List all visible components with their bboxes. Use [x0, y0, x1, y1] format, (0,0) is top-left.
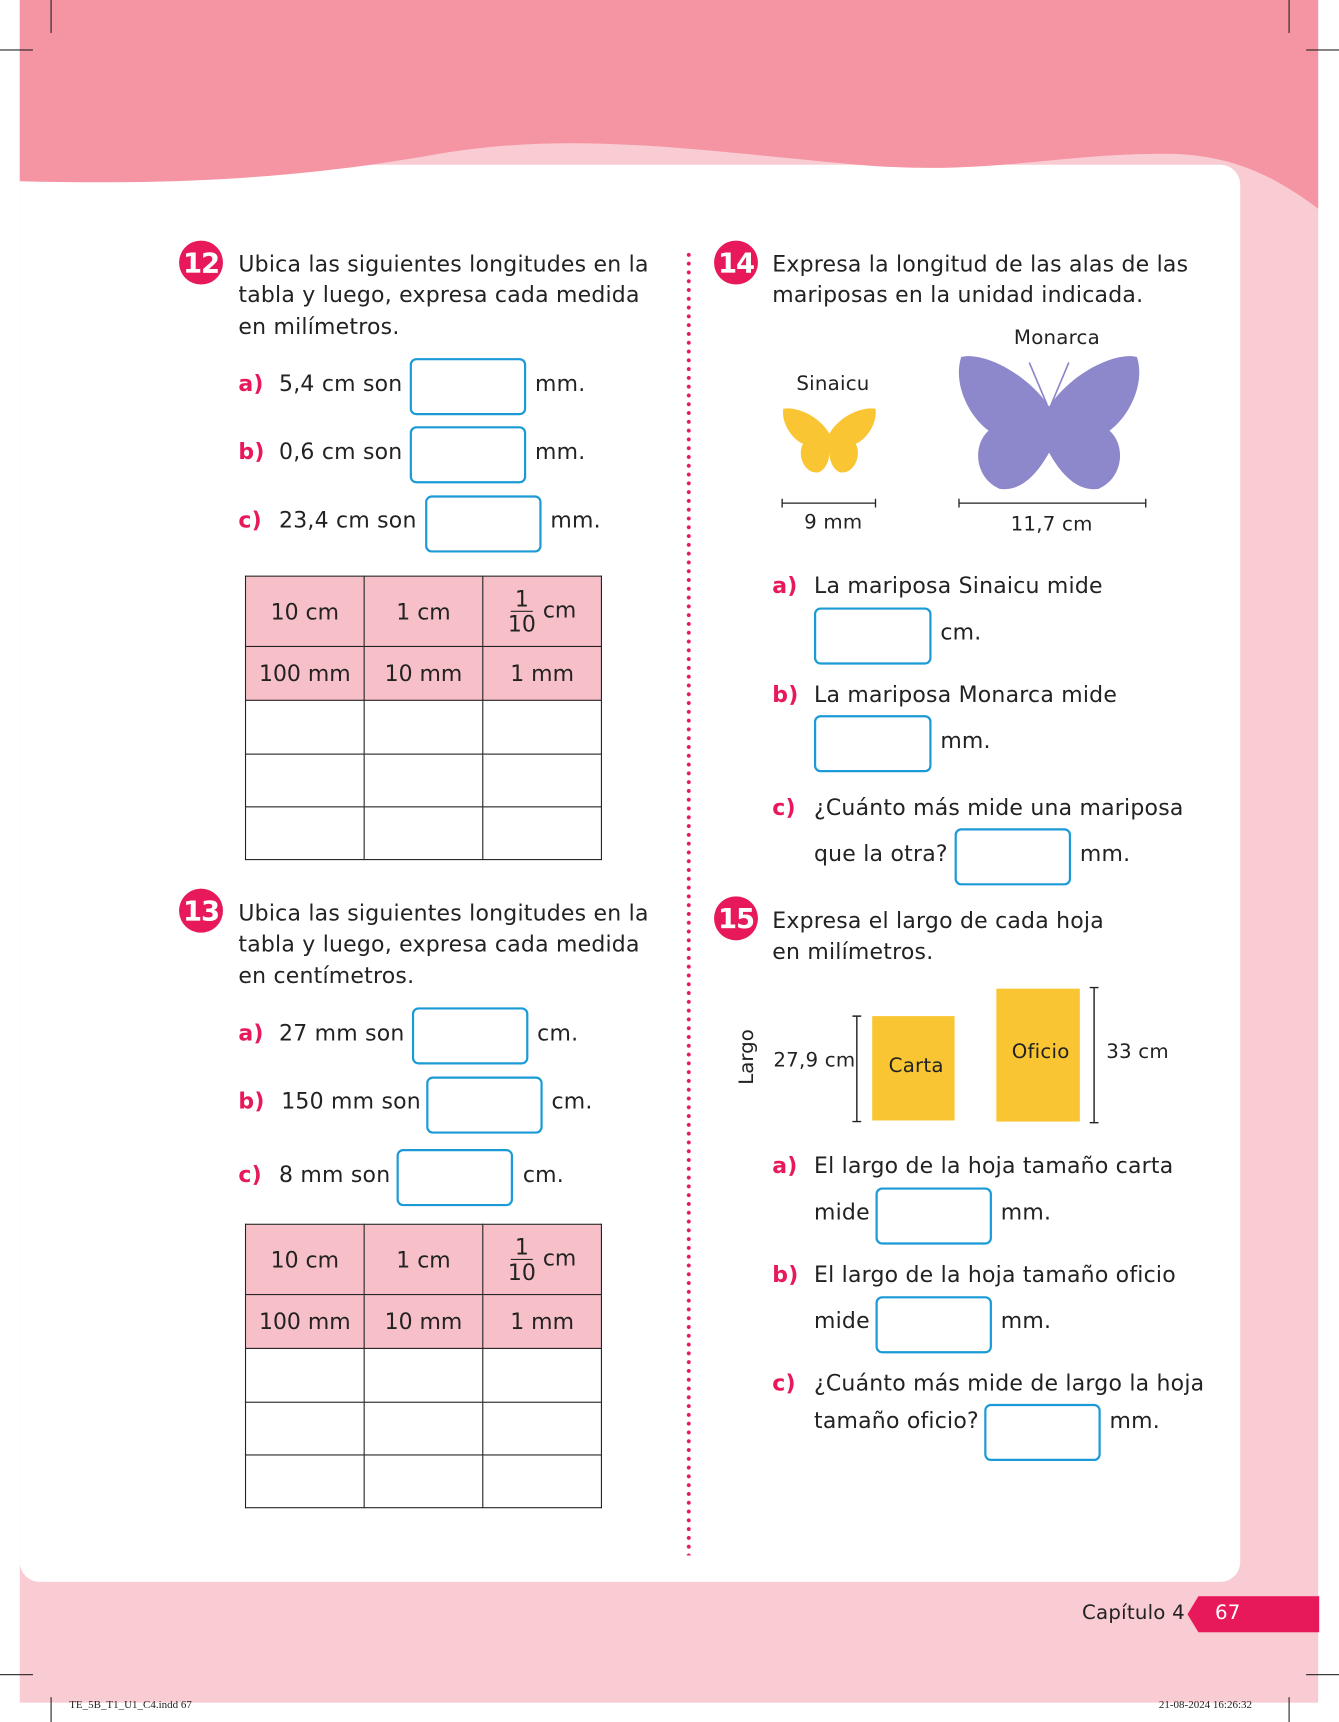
q15c-text2: tamaño oficio?	[813, 1407, 979, 1434]
q12b-label: b)	[238, 438, 265, 465]
q13-prompt-line2: tabla y luego, expresa cada medida	[238, 930, 640, 957]
q14a-unit: cm.	[940, 618, 982, 645]
table-cell[interactable]	[364, 1348, 483, 1402]
table-cell[interactable]	[364, 700, 483, 754]
frac-unit: cm	[542, 1244, 577, 1271]
q12c-answer-box[interactable]	[425, 495, 541, 552]
carta-size: 27,9 cm	[773, 1049, 856, 1073]
q12b-unit: mm.	[534, 438, 586, 465]
q12-prompt-line3: en milímetros.	[238, 313, 400, 340]
table-cell[interactable]	[483, 1402, 602, 1455]
header-1mm: 1 mm	[483, 1295, 602, 1349]
q13-prompt-line1: Ubica las siguientes longitudes en la	[238, 899, 649, 927]
q14a-text: La mariposa Sinaicu mide	[813, 572, 1103, 599]
size-lines	[782, 499, 1146, 508]
question-number-13: 13	[179, 889, 223, 933]
q14c-unit: mm.	[1079, 840, 1131, 867]
question-number-12: 12	[179, 241, 223, 285]
header-10mm: 10 mm	[364, 646, 483, 700]
q12a-text: 5,4 cm son	[279, 370, 403, 397]
table-cell[interactable]	[483, 1348, 602, 1402]
table-cell[interactable]	[246, 807, 365, 860]
q13-place-value-table	[245, 1224, 602, 1509]
q15a-label: a)	[772, 1152, 798, 1179]
table-cell[interactable]	[483, 1455, 602, 1508]
q15b-unit: mm.	[1000, 1307, 1052, 1334]
table-cell[interactable]	[364, 807, 483, 860]
paper-size-illustration	[846, 983, 1110, 1128]
header-tenth-cm	[483, 576, 602, 646]
sinaicu-size: 9 mm	[804, 510, 863, 534]
q15c-text: ¿Cuánto más mide de largo la hoja	[813, 1369, 1205, 1397]
q14c-text2: que la otra?	[813, 840, 948, 867]
q13c-text: 8 mm son	[279, 1161, 391, 1188]
largo-axis-label: Largo	[735, 1029, 759, 1085]
q12a-label: a)	[238, 370, 264, 397]
oficio-size: 33 cm	[1106, 1040, 1169, 1064]
q12-prompt-line1: Ubica las siguientes longitudes en la	[238, 250, 649, 277]
q13a-answer-box[interactable]	[412, 1007, 528, 1064]
header-10mm: 10 mm	[364, 1295, 483, 1349]
q15b-text2: mide	[813, 1307, 870, 1334]
frac-unit: cm	[542, 596, 577, 623]
q14b-label: b)	[772, 681, 799, 708]
q15c-answer-box[interactable]	[984, 1404, 1100, 1461]
q12b-text: 0,6 cm son	[279, 438, 403, 465]
table-cell[interactable]	[364, 754, 483, 807]
q12a-unit: mm.	[534, 370, 586, 397]
carta-label: Carta	[888, 1054, 944, 1078]
q14-prompt-line2: mariposas en la unidad indicada.	[772, 281, 1144, 308]
header-10cm: 10 cm	[246, 1224, 365, 1294]
q14a-answer-box[interactable]	[814, 607, 932, 664]
q14b-unit: mm.	[940, 727, 991, 754]
q12a-answer-box[interactable]	[410, 358, 526, 415]
q13c-answer-box[interactable]	[397, 1149, 513, 1206]
table-cell[interactable]	[483, 700, 602, 754]
page-number-tab	[1187, 1596, 1319, 1632]
header-1mm: 1 mm	[483, 646, 602, 700]
table-cell[interactable]	[246, 700, 365, 754]
question-number-14: 14	[714, 241, 758, 285]
q13-prompt-line3: en centímetros.	[238, 962, 415, 989]
q12c-unit: mm.	[550, 506, 601, 533]
q14b-text: La mariposa Monarca mide	[813, 681, 1118, 708]
q12c-text: 23,4 cm son	[279, 506, 417, 533]
q14-prompt-line1: Expresa la longitud de las alas de las	[772, 250, 1189, 277]
q12c-label: c)	[238, 506, 262, 533]
q15b-label: b)	[772, 1261, 799, 1288]
q14c-label: c)	[772, 794, 796, 821]
table-cell[interactable]	[246, 1455, 365, 1508]
q15b-answer-box[interactable]	[876, 1296, 992, 1353]
q12b-answer-box[interactable]	[410, 426, 526, 483]
q13a-label: a)	[238, 1019, 264, 1046]
q13a-unit: cm.	[537, 1019, 579, 1046]
butterflies-illustration	[774, 352, 1158, 517]
header-10cm: 10 cm	[246, 576, 365, 646]
table-cell[interactable]	[246, 1348, 365, 1402]
header-100mm: 100 mm	[246, 1295, 365, 1349]
monarca-size: 11,7 cm	[1010, 512, 1093, 537]
q12-place-value-table	[245, 576, 602, 861]
chapter-label: Capítulo 4	[1082, 1601, 1185, 1625]
table-cell[interactable]	[483, 754, 602, 807]
slug-timestamp: 21-08-2024 16:26:32	[1158, 1699, 1252, 1712]
q15c-label: c)	[772, 1369, 796, 1397]
q15a-unit: mm.	[1000, 1198, 1052, 1225]
q13c-unit: cm.	[522, 1161, 565, 1188]
slug-filename: TE_5B_T1_U1_C4.indd 67	[69, 1699, 192, 1712]
sinaicu-label: Sinaicu	[796, 372, 870, 396]
q13b-unit: cm.	[551, 1087, 593, 1114]
q13c-label: c)	[238, 1161, 262, 1188]
q13b-text: 150 mm son	[281, 1087, 421, 1114]
q15a-answer-box[interactable]	[876, 1187, 992, 1244]
q14c-text: ¿Cuánto más mide una mariposa	[813, 794, 1184, 821]
q14b-answer-box[interactable]	[814, 715, 932, 772]
q13a-text: 27 mm son	[279, 1019, 405, 1046]
table-cell[interactable]	[364, 1455, 483, 1508]
frac-num: 1	[510, 587, 533, 612]
frac-den: 10	[507, 610, 536, 638]
frac-num: 1	[510, 1235, 533, 1260]
table-cell[interactable]	[246, 1402, 365, 1455]
q15a-text: El largo de la hoja tamaño carta	[813, 1152, 1174, 1179]
q15c-unit: mm.	[1109, 1407, 1160, 1434]
table-cell[interactable]	[483, 807, 602, 860]
header-1cm: 1 cm	[364, 1224, 483, 1294]
q12-prompt-line2: tabla y luego, expresa cada medida	[238, 281, 640, 308]
table-cell[interactable]	[364, 1402, 483, 1455]
header-tenth-cm	[483, 1224, 602, 1294]
q15a-text2: mide	[813, 1198, 870, 1225]
oficio-label: Oficio	[1011, 1040, 1070, 1064]
page-number: 67	[1214, 1601, 1241, 1625]
sinaicu-butterfly	[783, 408, 876, 472]
q15-prompt-line2: en milímetros.	[772, 938, 934, 965]
q15b-text: El largo de la hoja tamaño oficio	[813, 1261, 1176, 1288]
q14a-label: a)	[772, 572, 798, 599]
q13b-answer-box[interactable]	[426, 1077, 542, 1134]
q13b-label: b)	[238, 1087, 265, 1114]
q14c-answer-box[interactable]	[955, 828, 1071, 885]
question-number-15: 15	[714, 896, 758, 940]
column-divider	[687, 250, 691, 1555]
frac-den: 10	[507, 1258, 536, 1286]
q15-prompt-line1: Expresa el largo de cada hoja	[772, 907, 1104, 934]
monarca-label: Monarca	[1013, 326, 1100, 350]
header-100mm: 100 mm	[246, 646, 365, 700]
header-1cm: 1 cm	[364, 576, 483, 646]
table-cell[interactable]	[246, 754, 365, 807]
monarca-butterfly	[959, 356, 1139, 489]
